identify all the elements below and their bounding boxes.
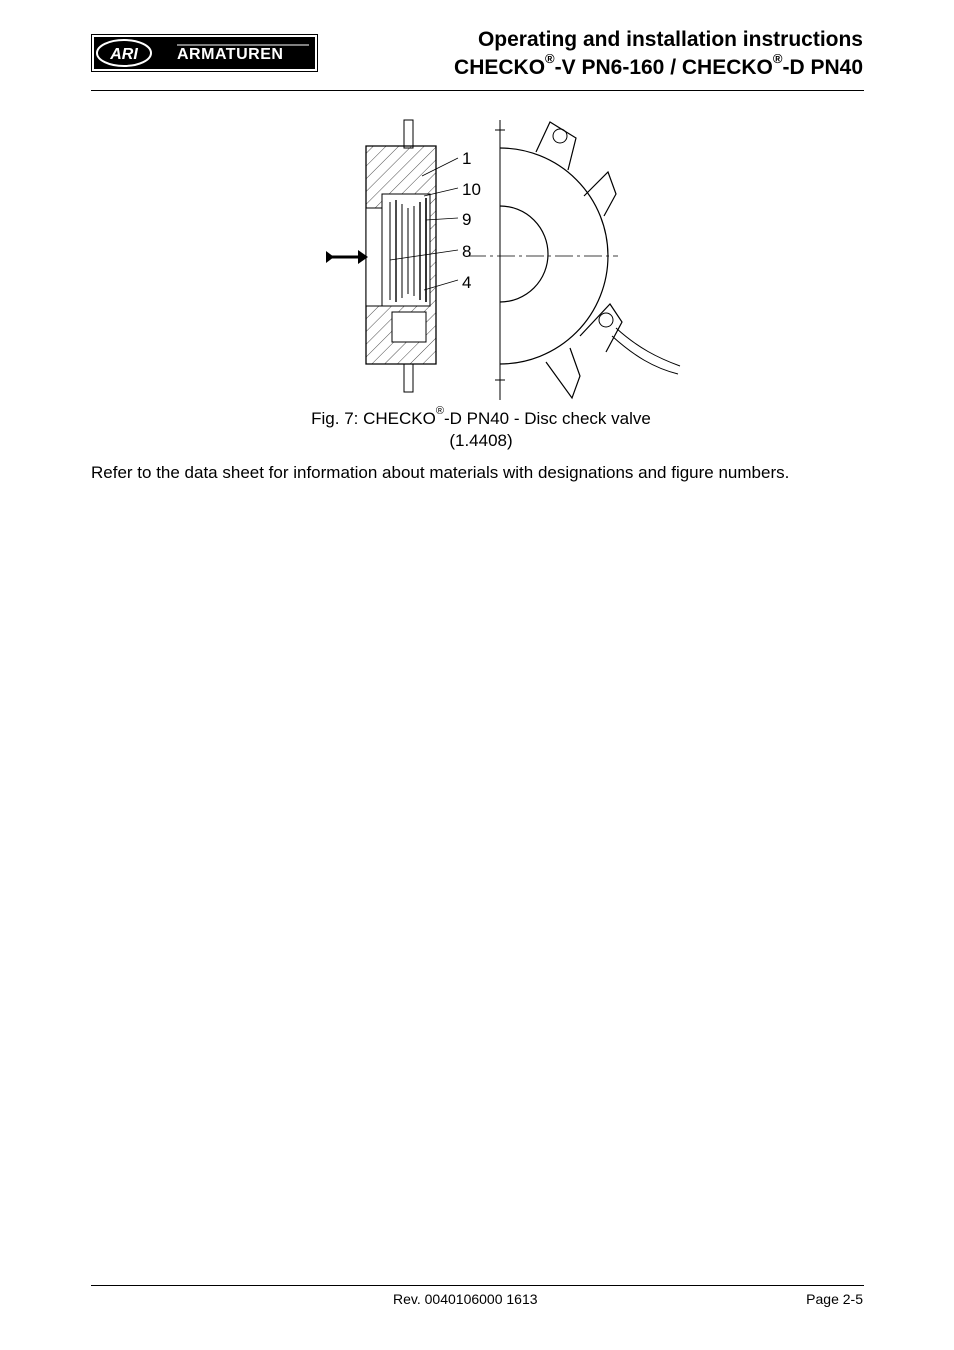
title-line-2: CHECKO®-V PN6-160 / CHECKO®-D PN40 xyxy=(454,51,863,79)
title-line-1: Operating and installation instructions xyxy=(477,28,863,51)
caption-line-2: (1.4408) xyxy=(449,431,513,450)
caption-line-1: Fig. 7: CHECKO®-D PN40 - Disc check valve xyxy=(311,405,651,428)
part-label-10: 10 xyxy=(462,180,481,199)
disc-check-valve-drawing xyxy=(318,112,688,404)
svg-text:ARMATUREN: ARMATUREN xyxy=(177,46,284,63)
part-label-4: 4 xyxy=(462,273,472,292)
part-label-1: 1 xyxy=(462,149,472,168)
figure-caption xyxy=(91,405,871,452)
header-divider xyxy=(91,90,864,91)
body-paragraph: Refer to the data sheet for information about materials with designations and figure numbers. xyxy=(91,463,790,482)
svg-text:ARI: ARI xyxy=(110,46,138,63)
page-number: Page 2-5 xyxy=(806,1291,863,1307)
document-title xyxy=(454,26,863,82)
revision-number: Rev. 0040106000 1613 xyxy=(393,1291,538,1307)
ari-armaturen-logo xyxy=(91,34,318,72)
footer-divider xyxy=(91,1285,864,1286)
part-label-9: 9 xyxy=(462,210,472,229)
part-label-8: 8 xyxy=(462,242,472,261)
